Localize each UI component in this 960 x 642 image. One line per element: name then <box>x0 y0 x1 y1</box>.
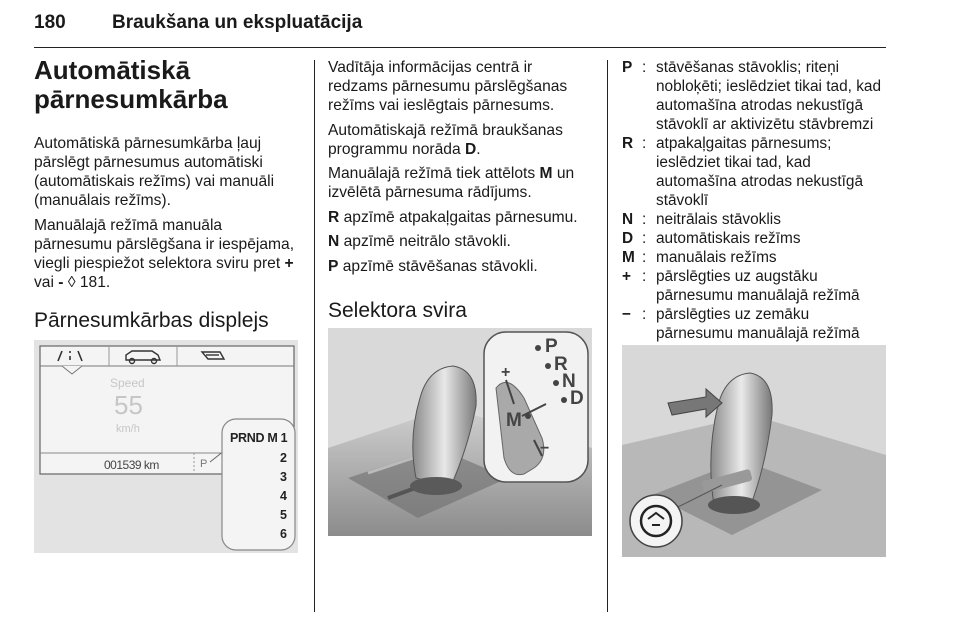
gear-number: 5 <box>280 508 287 522</box>
paragraph: Manuālajā režīmā tiek attēlots M un izvēlētā pārnesuma rādījums. <box>328 165 575 201</box>
gear-letter: P <box>545 336 558 357</box>
column-left <box>34 56 300 352</box>
cluster-display-illustration <box>34 340 298 553</box>
gear-letter: R <box>554 354 568 375</box>
subsection-heading: Pārnesumkārbas displejs <box>34 308 269 332</box>
paragraph: Automātiskajā režīmā braukšanas programmu norāda D. <box>328 121 563 158</box>
subsection-heading: Selektora svira <box>328 298 467 322</box>
list-item: D : automātiskais režīms <box>622 230 801 247</box>
lever-release-illustration <box>622 345 886 557</box>
speed-unit: km/h <box>116 423 140 435</box>
paragraph: N apzīmē neitrālo stāvokli. <box>328 233 511 250</box>
list-item: P : stāvēšanas stāvoklis; riteņi nobloķēti; ieslēdziet tikai tad, kad automašīna atrodas nekustīgā stāvoklī ar aktivizētu stāvbremzi <box>622 59 882 133</box>
list-item: N : neitrālais stāvoklis <box>622 211 781 228</box>
selector-lever-illustration <box>328 328 592 536</box>
gear-indicator-small: P <box>200 458 208 470</box>
column-right <box>622 58 886 343</box>
odometer-readout: 001539 km <box>104 458 159 472</box>
paragraph: Automātiskā pārnesumkārba ļauj pārslēgt pārnesumus automātiski (automātiskais režīms) vai manuāli (manuālais režīms). <box>34 135 275 209</box>
speed-label: Speed <box>110 376 145 390</box>
gear-letter: N <box>562 371 576 392</box>
gear-number: 4 <box>280 489 287 503</box>
prnd-indicator: PRND M 1 <box>230 431 288 445</box>
column-middle <box>328 58 594 342</box>
list-item: R : atpakaļgaitas pārnesums; ieslēdziet tikai tad, kad automašīna atrodas nekustīgā stāvoklī <box>622 135 864 209</box>
paragraph: P apzīmē stāvēšanas stāvokli. <box>328 257 538 275</box>
minus-symbol: − <box>540 440 550 457</box>
list-item: − : pārslēgties uz zemāku pārnesumu manuālajā režīmā <box>622 306 860 342</box>
paragraph: R apzīmē atpakaļgaitas pārnesumu. <box>328 208 578 226</box>
page-number: 180 <box>34 12 66 33</box>
gear-number: 2 <box>280 451 287 465</box>
section-heading: Automātiskā pārnesumkārba <box>34 55 228 114</box>
gear-number: 6 <box>280 527 287 541</box>
list-item: M : manuālais režīms <box>622 249 777 266</box>
gear-letter: M <box>506 410 522 431</box>
gear-letter: D <box>570 388 584 409</box>
chapter-title: Braukšana un ekspluatācija <box>112 12 363 33</box>
speed-value: 55 <box>114 390 143 420</box>
plus-symbol: + <box>501 364 511 381</box>
page-reference-link[interactable]: ◊ 181. <box>63 273 111 291</box>
page-header <box>34 4 886 48</box>
column-divider <box>607 60 608 612</box>
list-item: + : pārslēgties uz augstāku pārnesumu manuālajā režīmā <box>622 268 860 304</box>
gear-position-list <box>622 58 886 343</box>
gear-number: 3 <box>280 470 287 484</box>
paragraph: Vadītāja informācijas centrā ir redzams pārnesumu pārslēgšanas režīms vai ieslēgtais pārnesums. <box>328 59 568 114</box>
paragraph: Manuālajā režīmā manuāla pārnesumu pārslēgšana ir iespējama, viegli piespiežot selektora sviru pret + vai - ◊ 181. <box>34 216 295 291</box>
column-divider <box>314 60 315 612</box>
